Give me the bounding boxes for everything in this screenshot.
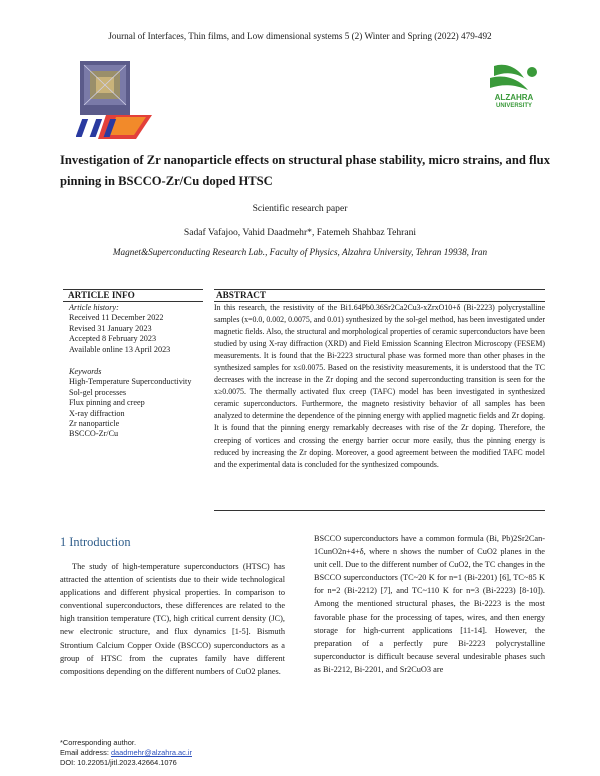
corresponding-note: *Corresponding author. [60, 738, 137, 747]
article-info [69, 303, 219, 440]
email-label: Email address: [60, 748, 111, 757]
history-accepted: Accepted 8 February 2023 [69, 334, 157, 344]
footnote [60, 738, 192, 768]
keyword-item: X-ray diffraction [69, 408, 125, 418]
history-online: Available online 13 April 2023 [69, 344, 171, 354]
keywords-label: Keywords [69, 367, 102, 377]
history-label: Article history: [69, 303, 119, 312]
introduction-left-column: The study of high-temperature superconductors (HTSC) has attracted the attention of scientists due to their wide technological applications and different physical properties. In comparison to conventional superconductors, these differences are related to the high transition temperature (TC), high critical current density (JC), new electronic structure, and flux dynamics [1-5]. Bismuth Strontium Calcium Copper Oxide (BSCCO) superconductors as a group of HTSC from the cuprates family have different compositions depending on the different numbers of CuO2 planes. [60, 562, 285, 676]
doi: DOI: 10.22051/jitl.2023.42664.1076 [60, 758, 177, 767]
email-link[interactable]: daadmehr@alzahra.ac.ir [110, 748, 192, 757]
history-received: Received 11 December 2022 [69, 313, 164, 323]
paper-title: Investigation of Zr nanoparticle effects on structural phase stability, micro strains, and flux pinning in BSCCO-Zr/Cu doped HTSC [60, 153, 550, 188]
university-wordmark: ALZAHRA [494, 93, 534, 102]
keyword-item: BSCCO-Zr/Cu [69, 429, 119, 439]
keyword-item: Flux pinning and creep [69, 398, 145, 408]
introduction-right-column: BSCCO superconductors have a common formula (Bi, Pb)2Sr2Can-1CunO2n+4+δ, where n shows the number of CuO2 planes in the unit cell. Due to the different number of CuO2, the TC changes in the BSCCO superconductors (TC~20 K for n=1 (Bi-2201) [6], TC~85 K for n=2 (Bi-2212) [7], and TC~110 K for n=3 (Bi-2223) [8-10]). Among the mentioned structural phases, the Bi-2223 is the most favorable phase for the processing of tapes, wires, and then energy storage for high-current applications [11-14]. However, the preparation of a perfectly pure Bi-2223 polycrystalline superconductor is difficult because several undesirable phases such as Bi-2212, Bi-2201, and Sr2CuO3 are [314, 534, 545, 674]
university-logo-icon [484, 62, 546, 108]
university-subtext: UNIVERSITY [495, 103, 533, 108]
abstract-heading: ABSTRACT [216, 290, 267, 300]
article-info-bottom-rule [63, 301, 203, 302]
affiliation: Magnet&Superconducting Research Lab., Faculty of Physics, Alzahra University, Tehran 19938, Iran [112, 247, 488, 257]
journal-header: Journal of Interfaces, Thin films, and Low dimensional systems 5 (2) Winter and Spring (2022) 479-492 [108, 31, 492, 41]
keyword-item: Zr nanoparticle [69, 419, 120, 429]
article-info-heading: ARTICLE INFO [68, 290, 135, 300]
introduction-heading: 1 Introduction [60, 535, 131, 549]
abstract-end-rule [214, 510, 545, 511]
abstract-text: In this research, the resistivity of the Bi1.64Pb0.36Sr2Ca2Cu3-xZrxO10+δ (Bi-2223) polycrystalline samples (x=0.0, 0.002, 0.0075, and 0.01) synthesized by the sol-gel method, has been investigated under magnetic fields. Also, the structural and morphological properties of ceramic superconductors have been studied by using X-ray diffraction (XRD) and Field Emission Scanning Electron Microscopy (FESEM) measurements. It is found that the Bi-2223 structural phase was formed more than other phases in the synthesized samples for x≤0.0075. Based on the resistivity measurements, it is understood that the TC decreases with the increase in the Zr doping and the second superconducting transition is seen for the x≥0.0075. The thermally activated flux creep (TAFC) model has been investigated in synthesized ceramic superconductors. Furthermore, the magneto resistivity behavior of all samples has been analyzed to determine the dependence of the pinning energy with applied magnetic fields and Zr doping. It is found that the pinning energy remarkably decreases with rise of the Zr doping. Therefore, the creeping of vortices and crossing the energy barrier occur more easily, thus the pinning energy is reduced by increasing the Zr doping. Moreover, a good agreement between the modified TAFC model and the experimental data is concluded for the synthesized compounds. [214, 303, 545, 469]
email-line [60, 748, 192, 758]
university-logo [484, 62, 546, 108]
keyword-item: Sol-gel processes [69, 387, 127, 397]
authors: Sadaf Vafajoo, Vahid Daadmehr*, Fatemeh Shahbaz Tehrani [183, 227, 417, 238]
history-revised: Revised 31 January 2023 [69, 323, 152, 333]
journal-logo [76, 59, 154, 139]
keyword-item: High-Temperature Superconductivity [69, 377, 192, 387]
article-type: Scientific research paper [252, 203, 348, 214]
